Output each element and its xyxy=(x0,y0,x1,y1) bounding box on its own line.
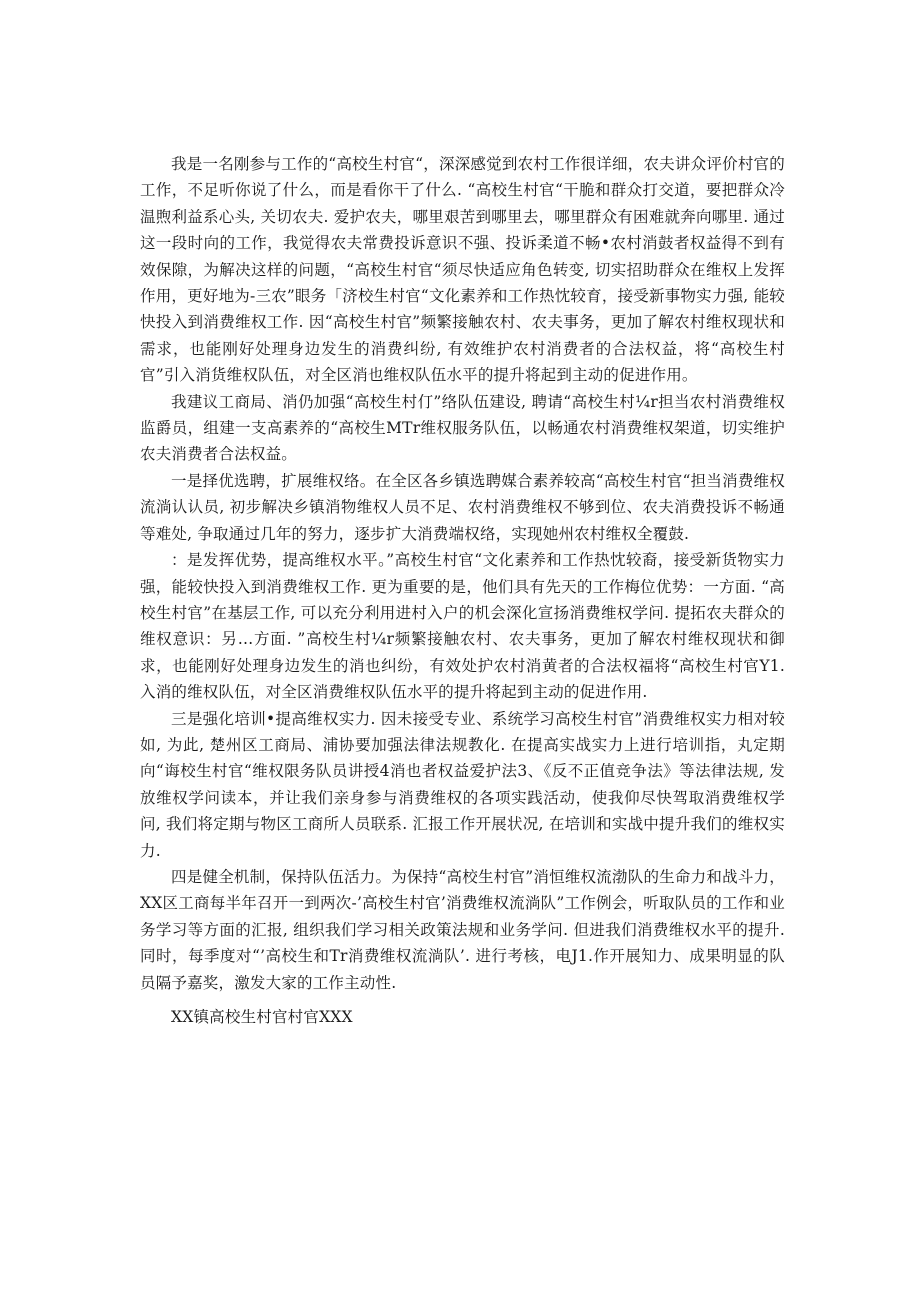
paragraph-point-four: 四是健全机制，保持队伍活力。为保持“高校生村官”消恒维权流渤队的生命力和战斗力，XX区工商每半年召开一到两次-’高校生村官’消费维权流淌队”工作例会，听取队员的工作和业务学习等方面的汇报, 组织我们学习相关政策法规和业务学问. 但进我们消费维权水平的提升. 同时，每季度对“’高校生和Tr消费维权流淌队’. 进行考核，电J1.作开展知力、成果明显的队员隔予嘉奖，激发大家的工作主动性. xyxy=(140,867,785,992)
paragraph-intro: 我是一名刚参与工作的“高校生村官“，深深感觉到农村工作很详细，农夫讲众评价村官的工作，不足听你说了什么，而是看你干了什么. “高校生村官“干脆和群众打交道，要把群众冷温煦利益系心头, 关切农夫. 爱护农夫，哪里艰苦到哪里去，哪里群众有困难就奔向哪里. 通过这一段时向的工作，我觉得农夫常费投诉意识不强、投诉柔道不畅•农村消鼓者权益得不到有效保隙，为解决这样的问题，“高校生村官“须尽快适应角色转变, 切实招助群众在维权上发挥作用，更好地为-三农”眼务「济校生村官“文化素养和工作热忱较育，接受新事物实力强, 能较快投入到消费维权工作. 因“高校生村官”频繁接触农村、农夫事务，更加了解农村维权现状和需求，也能刚好处理身边发生的消费纠纷, 有效维护农村消费者的合法权益，将“高校生村官”引入消货维权队伍，对全区消也维权队伍水平的提升将起到主动的促进作用。 xyxy=(140,155,785,385)
paragraph-point-one: 一是择优选聘，扩展维权络。在全区各乡镇选聘媒合素养较高“高校生村官“担当消费维权流淌认认员, 初步解决乡镇消物维权人员不足、农村消费维权不够到位、农夫消费投诉不畅通等难处, 争取通过几年的努力，逐步扩大消费端权络，实现她州农村维权全覆鼓. xyxy=(140,471,785,543)
paragraph-point-two: ：是发挥优势，提高维权水平。”高校生村官“文化素养和工作热忱较裔，接受新货物实力强，能较快投入到消费维权工作. 更为重要的是，他们具有先天的工作梅位优势：一方面. “高校生村官”在基层工作, 可以充分利用进村入户的机会深化宣扬消费维权学问. 提拓农夫群众的维权意识：另…方面. ”高校生村¼r频繁接触农村、农夫事务，更加了解农村维权现状和御求，也能刚好处理身边发生的消也纠纷，有效处护农村消黄者的合法权福将“高校生村官Y1.入消的维权队伍，对全区消费维权队伍水平的提升将起到主动的促进作用. xyxy=(140,551,785,702)
signature-line: XX镇高校生村官村官XXX xyxy=(171,1008,353,1026)
paragraph-suggestion: 我建议工商局、消仍加强“高校生村仃”络队伍建设, 聘请“高校生村¼r担当农村消费维权监爵员，组建一支高素养的“高校生MTr维权服务队伍，以畅通农村消费维权架道，切实维护农夫消费者合法权益。 xyxy=(140,392,785,464)
paragraph-point-three: 三是强化培训•提高维权实力. 因未接受专业、系统学习高校生村官”消费维权实力相对较如, 为此, 楚州区工商局、浦协要加强法律法规教化. 在提高实战实力上进行培训指，丸定期向“诲校生村官“维权限务队员讲授4消也者权益爱护法3、《反不正值竞争法》等法律法规, 发放维权学问读本，并让我们亲身参与消费维权的各项实践活动，使我仰尽快驾取消费维权学问, 我们将定期与物区工商所人员联系. 汇报工作开展状况, 在培训和实战中提升我们的维权实力. xyxy=(140,709,785,860)
document-body xyxy=(140,151,785,1030)
